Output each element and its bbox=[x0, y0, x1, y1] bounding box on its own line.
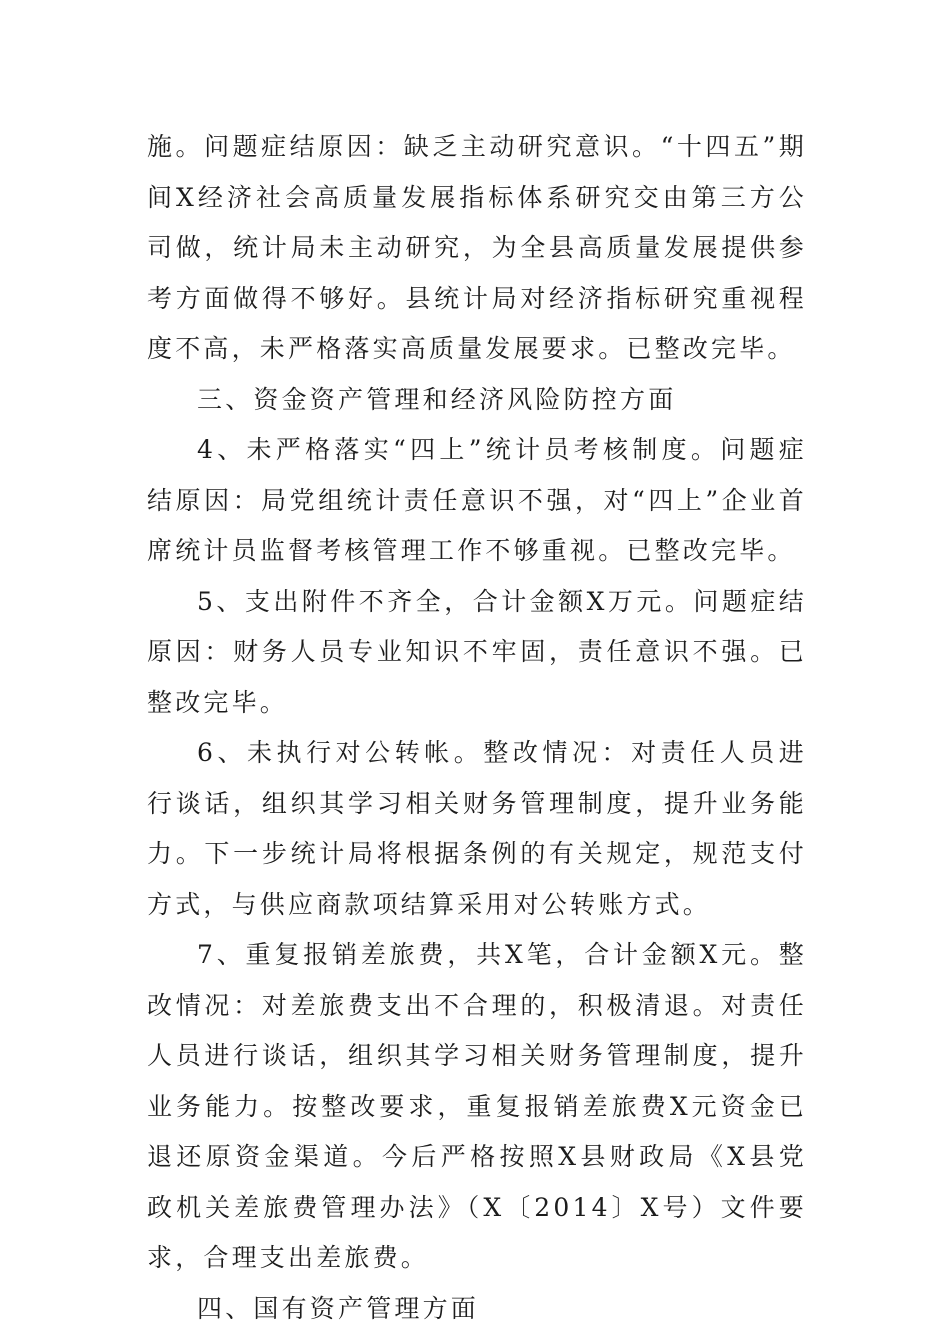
paragraph-continuation: 施。问题症结原因：缺乏主动研究意识。“十四五”期间X经济社会高质量发展指标体系研究交由第三方公司做，统计局未主动研究，为全县高质量发展提供参考方面做得不够好。县统计局对经济指标研究重视程度不高，未严格落实高质量发展要求。已整改完毕。 bbox=[147, 132, 807, 363]
paragraph-item-6: 6、未执行对公转帐。整改情况：对责任人员进行谈话，组织其学习相关财务管理制度，提升业务能力。下一步统计局将根据条例的有关规定，规范支付方式，与供应商款项结算采用对公转账方式。 bbox=[147, 738, 807, 919]
paragraph-item-5: 5、支出附件不齐全，合计金额X万元。问题症结原因：财务人员专业知识不牢固，责任意识不强。已整改完毕。 bbox=[147, 586, 807, 717]
paragraph-item-7: 7、重复报销差旅费，共X笔，合计金额X元。整改情况：对差旅费支出不合理的，积极清退。对责任人员进行谈话，组织其学习相关财务管理制度，提升业务能力。按整改要求，重复报销差旅费X元资金已退还原资金渠道。今后严格按照X县财政局《X县党政机关差旅费管理办法》（X〔2014〕X号）文件要求，合理支出差旅费。 bbox=[147, 940, 807, 1272]
paragraph-item-4: 4、未严格落实“四上”统计员考核制度。问题症结原因：局党组统计责任意识不强，对“四上”企业首席统计员监督考核管理工作不够重视。已整改完毕。 bbox=[147, 435, 807, 565]
section-heading-3: 三、资金资产管理和经济风险防控方面 bbox=[197, 384, 677, 414]
section-heading-4: 四、国有资产管理方面 bbox=[197, 1293, 480, 1323]
document-body bbox=[147, 122, 807, 1334]
